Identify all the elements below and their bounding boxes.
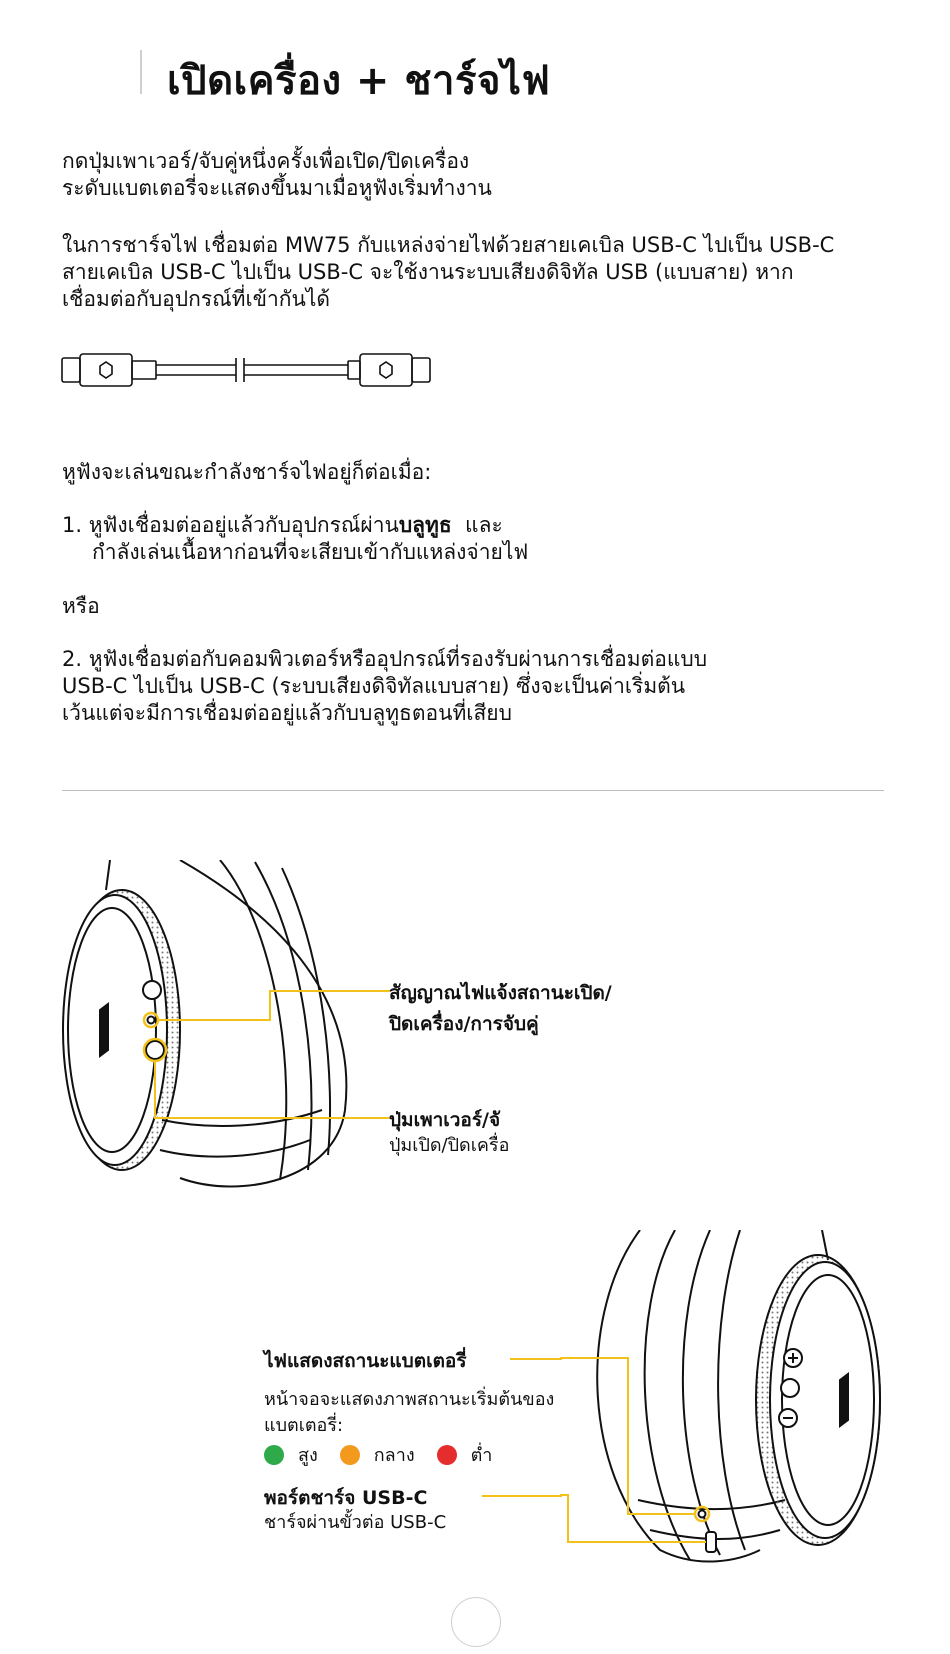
bluetooth-label: บลูทูธ (398, 513, 452, 537)
usb-port-title: พอร์ตชาร์จ USB-C (264, 1487, 428, 1509)
red-dot-icon (437, 1445, 457, 1465)
title-accent-bar (140, 50, 142, 94)
usb-c-cable-icon (60, 350, 450, 390)
condition-1-suffix: และ (451, 513, 503, 537)
callout-line-power (360, 1116, 390, 1120)
condition-2 (62, 646, 707, 727)
callout-line-usb (482, 1494, 562, 1498)
callout-line-battery (510, 1357, 562, 1361)
section-divider (62, 790, 884, 791)
charging-line: สายเคเบิล USB-C ไปเป็น USB-C จะใช้งานระบบเสียงดิจิทัล USB (แบบสาย) หาก (62, 260, 794, 284)
legend-low (437, 1440, 493, 1469)
condition-1-prefix: 1. หูฟังเชื่อมต่ออยู่แล้วกับอุปกรณ์ผ่าน (62, 513, 399, 537)
usb-port-text: ชาร์จผ่านขั้วต่อ USB-C (264, 1512, 447, 1533)
condition-2-line: 2. หูฟังเชื่อมต่อกับคอมพิวเตอร์หรืออุปกรณ์ที่รองรับผ่านการเชื่อมต่อแบบ (62, 647, 708, 671)
legend-medium (340, 1440, 415, 1469)
condition-1-line (62, 512, 528, 539)
battery-indicator-title: ไฟแสดงสถานะแบตเตอรี่ (264, 1350, 467, 1372)
legend-label: กลาง (373, 1445, 415, 1466)
page-number-circle (451, 1597, 501, 1647)
charging-line: ในการชาร์จไฟ เชื่อมต่อ MW75 กับแหล่งจ่ายไฟด้วยสายเคเบิล USB-C ไปเป็น USB-C (62, 233, 835, 257)
or-text: หรือ (62, 594, 100, 618)
power-button-text: ปุ่มเปิด/ปิดเครื่อ (389, 1135, 510, 1156)
condition-1 (62, 512, 528, 566)
legend-label: ต่ำ (470, 1445, 493, 1466)
play-while-charging-text: หูฟังจะเล่นขณะกำลังชาร์จไฟอยู่ก็ต่อเมื่อ: (62, 460, 432, 484)
condition-1-line: กำลังเล่นเนื้อหาก่อนที่จะเสียบเข้ากับแหล่งจ่ายไฟ (92, 540, 529, 564)
intro-line: กดปุ่มเพาเวอร์/จับคู่หนึ่งครั้งเพื่อเปิด/ปิดเครื่อง (62, 149, 470, 173)
green-dot-icon (264, 1445, 284, 1465)
left-earcup-illustration (60, 860, 360, 1190)
page-title: เปิดเครื่อง + ชาร์จไฟ (167, 58, 551, 104)
status-light-title: สัญญาณไฟแจ้งสถานะเปิด/ (389, 982, 612, 1004)
battery-indicator-text: หน้าจอจะแสดงภาพสถานะเริ่มต้นของ (264, 1389, 555, 1410)
charging-line: เชื่อมต่อกับอุปกรณ์ที่เข้ากันได้ (62, 287, 331, 311)
legend-label: สูง (298, 1445, 318, 1466)
status-light-title: ปิดเครื่อง/การจับคู่ (389, 1013, 539, 1035)
battery-legend (264, 1440, 514, 1469)
intro-paragraph (62, 148, 492, 202)
charging-paragraph (62, 232, 834, 313)
callout-line-status (360, 989, 390, 993)
condition-2-line: USB-C ไปเป็น USB-C (ระบบเสียงดิจิทัลแบบสาย) ซึ่งจะเป็นค่าเริ่มต้น (62, 674, 686, 698)
orange-dot-icon (340, 1445, 360, 1465)
right-earcup-illustration (560, 1230, 890, 1570)
intro-line: ระดับแบตเตอรี่จะแสดงขึ้นมาเมื่อหูฟังเริ่มทำงาน (62, 176, 492, 200)
condition-2-line: เว้นแต่จะมีการเชื่อมต่ออยู่แล้วกับบลูทูธตอนที่เสียบ (62, 701, 512, 725)
power-button-title: ปุ่มเพาเวอร์/จั (389, 1109, 501, 1131)
legend-high (264, 1440, 318, 1469)
battery-indicator-text: แบตเตอรี่: (264, 1415, 344, 1436)
